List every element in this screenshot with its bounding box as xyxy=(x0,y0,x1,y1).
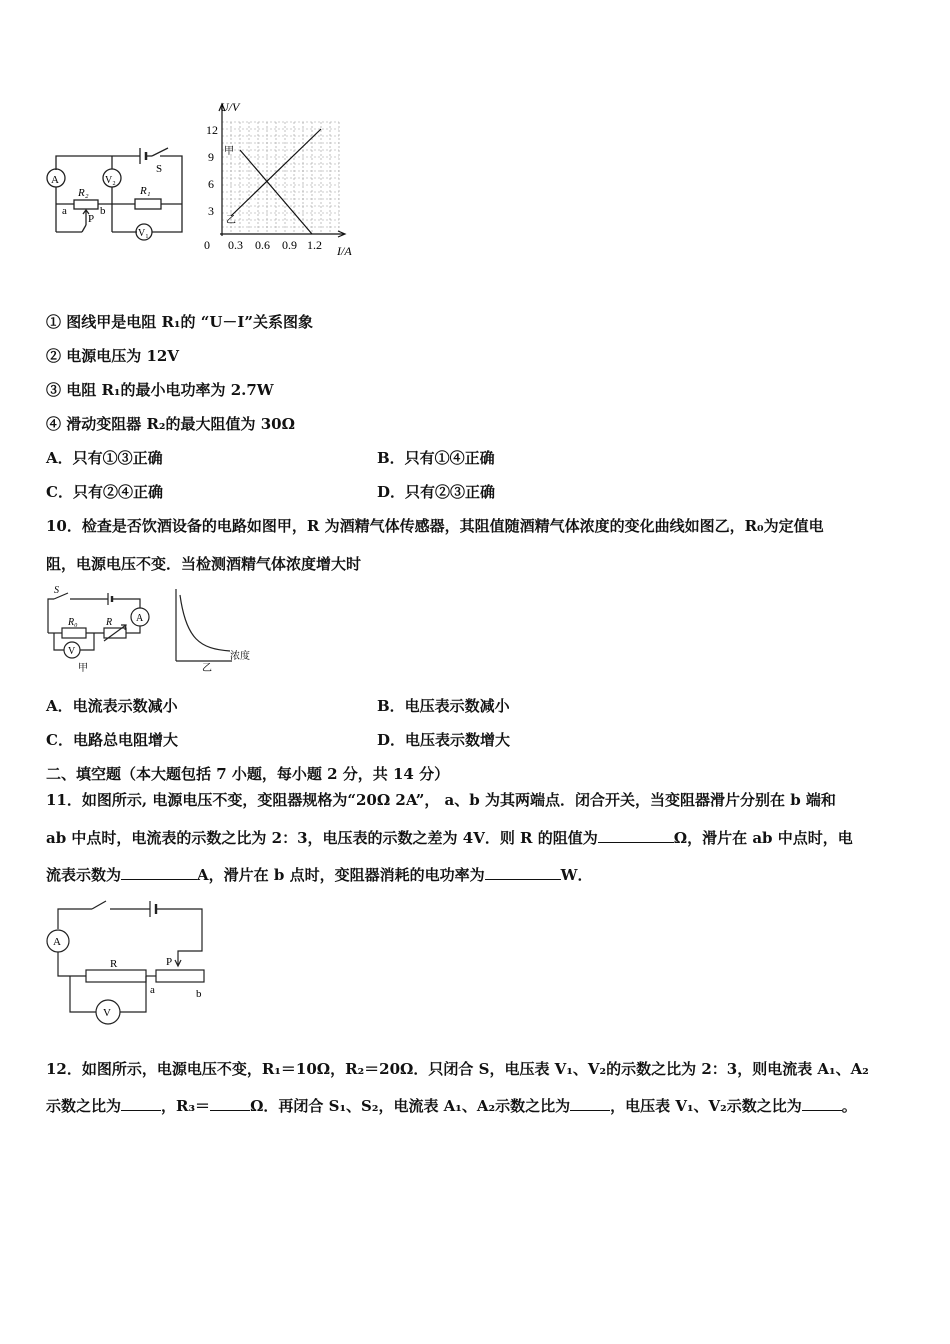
q10-fig-yi: 乙 xyxy=(202,663,212,674)
q10-voltmeter-label: V xyxy=(68,646,76,657)
q11-slider-label: P xyxy=(166,956,173,968)
q11-end-b-label: b xyxy=(196,988,202,1000)
q9-option-d[interactable]: D．只有②③正确 xyxy=(377,483,496,501)
q11-circuit-diagram xyxy=(40,893,220,1031)
q10-option-a[interactable]: A．电流表示数减小 xyxy=(46,697,178,715)
q9-circuit-end-a: a xyxy=(62,205,67,217)
q9-circuit-ammeter: A xyxy=(51,174,59,186)
q9-circuit-r1: R₁ xyxy=(140,185,151,197)
q9-circuit-v2: V₂ xyxy=(105,175,116,186)
q9-ui-graph xyxy=(194,98,374,260)
q12-blank-current-ratio-2[interactable] xyxy=(570,1096,610,1111)
q9-graph-y-tick-12: 12 xyxy=(206,123,218,137)
q9-graph-y-tick-9: 9 xyxy=(208,150,214,164)
q9-graph-line-jia: 甲 xyxy=(224,146,234,157)
q9-statement-1: ① 图线甲是电阻 R₁的 “U－I”关系图象 xyxy=(46,313,314,331)
q9-graph-y-tick-6: 6 xyxy=(208,177,214,191)
q10-fig-jia: 甲 xyxy=(78,663,88,674)
q9-statement-3: ③ 电阻 R₁的最小电功率为 2.7W xyxy=(46,381,274,399)
q12-line-1: 12．如图所示，电源电压不变，R₁＝10Ω，R₂＝20Ω．只闭合 S，电压表 V₁、V₂的示数之比为 2：3，则电流表 A₁、A₂ xyxy=(46,1060,869,1078)
q12-line-2-text-c: Ω．再闭合 S₁、S₂，电流表 A₁、A₂示数之比为 xyxy=(250,1097,571,1115)
q9-graph-x-tick-0-3: 0.3 xyxy=(228,238,243,252)
section-heading-fill-in: 二、填空题（本大题包括 7 小题，每小题 2 分，共 14 分） xyxy=(46,765,450,783)
q9-circuit-diagram xyxy=(40,140,190,250)
q12-line-2-text-e: 。 xyxy=(841,1097,857,1115)
q12-line-2 xyxy=(46,1095,857,1116)
q9-circuit-end-b: b xyxy=(100,205,106,217)
q10-option-b[interactable]: B．电压表示数减小 xyxy=(377,697,510,715)
q9-graph-line-yi: 乙 xyxy=(226,215,236,226)
q11-line-3-text-c: W． xyxy=(560,866,593,884)
q12-line-2-text-a: 示数之比为 xyxy=(46,1097,122,1115)
q11-voltmeter-label: V xyxy=(103,1007,111,1019)
q9-graph-y-label: U/V xyxy=(220,100,240,114)
q9-statement-4: ④ 滑动变阻器 R₂的最大阻值为 30Ω xyxy=(46,415,295,433)
q11-ammeter-label: A xyxy=(53,936,61,948)
q12-blank-current-ratio[interactable] xyxy=(121,1096,161,1111)
q9-graph-y-tick-3: 3 xyxy=(208,204,214,218)
q12-line-2-text-b: ，R₃＝ xyxy=(161,1097,211,1115)
q10-r0-label: R₀ xyxy=(68,617,78,628)
q10-stem-line-2: 阻，电源电压不变．当检测酒精气体浓度增大时 xyxy=(46,555,362,573)
q10-r-label: R xyxy=(106,617,113,628)
q9-graph-x-label: I/A xyxy=(337,244,352,258)
q12-blank-r3[interactable] xyxy=(210,1096,250,1111)
q12-line-2-text-d: ，电压表 V₁、V₂示数之比为 xyxy=(610,1097,802,1115)
q9-graph-x-tick-1-2: 1.2 xyxy=(307,238,322,252)
q11-blank-current[interactable] xyxy=(121,865,197,880)
q11-line-1: 11．如图所示, 电源电压不变，变阻器规格为“20Ω 2A”， a、b 为其两端点．闭合开关，当变阻器滑片分别在 b 端和 xyxy=(46,791,836,809)
q10-option-c[interactable]: C．电路总电阻增大 xyxy=(46,731,178,749)
q10-x-label: 浓度 xyxy=(230,651,250,662)
q9-circuit-slider: P xyxy=(88,213,95,225)
q10-ammeter-label: A xyxy=(136,613,144,624)
q10-stem-line-1: 10．检查是否饮酒设备的电路如图甲，R 为酒精气体传感器，其阻值随酒精气体浓度的变化曲线如图乙，R₀为定值电 xyxy=(46,517,824,535)
q9-graph-x-tick-0-9: 0.9 xyxy=(282,238,297,252)
q9-circuit-r2: R₂ xyxy=(78,187,89,199)
q9-option-b[interactable]: B．只有①④正确 xyxy=(377,449,495,467)
q11-line-2 xyxy=(46,827,853,848)
q11-line-3-text-a: 流表示数为 xyxy=(46,866,122,884)
q9-option-a[interactable]: A．只有①③正确 xyxy=(46,449,163,467)
q9-circuit-switch: S xyxy=(156,163,163,175)
q10-figure xyxy=(40,583,260,675)
q9-graph-x-tick-0-6: 0.6 xyxy=(255,238,270,252)
q11-line-2-text-a: ab 中点时，电流表的示数之比为 2：3，电压表的示数之差为 4V．则 R 的阻值为 xyxy=(46,829,598,847)
q9-graph-x-tick-0: 0 xyxy=(204,238,210,252)
q11-line-2-text-b: Ω，滑片在 ab 中点时，电 xyxy=(673,829,853,847)
q11-blank-r-value[interactable] xyxy=(598,828,674,843)
q11-blank-power[interactable] xyxy=(485,865,561,880)
q10-option-d[interactable]: D．电压表示数增大 xyxy=(377,731,511,749)
q10-switch-label: S xyxy=(54,585,59,596)
q11-line-3 xyxy=(46,864,592,885)
q9-option-c[interactable]: C．只有②④正确 xyxy=(46,483,163,501)
q12-blank-voltage-ratio[interactable] xyxy=(802,1096,842,1111)
q11-r-label: R xyxy=(110,958,118,970)
q9-statement-2: ② 电源电压为 12V xyxy=(46,347,179,365)
q9-circuit-v1: V₁ xyxy=(138,228,149,239)
q11-line-3-text-b: A，滑片在 b 点时，变阻器消耗的电功率为 xyxy=(197,866,485,884)
q11-end-a-label: a xyxy=(150,984,155,996)
